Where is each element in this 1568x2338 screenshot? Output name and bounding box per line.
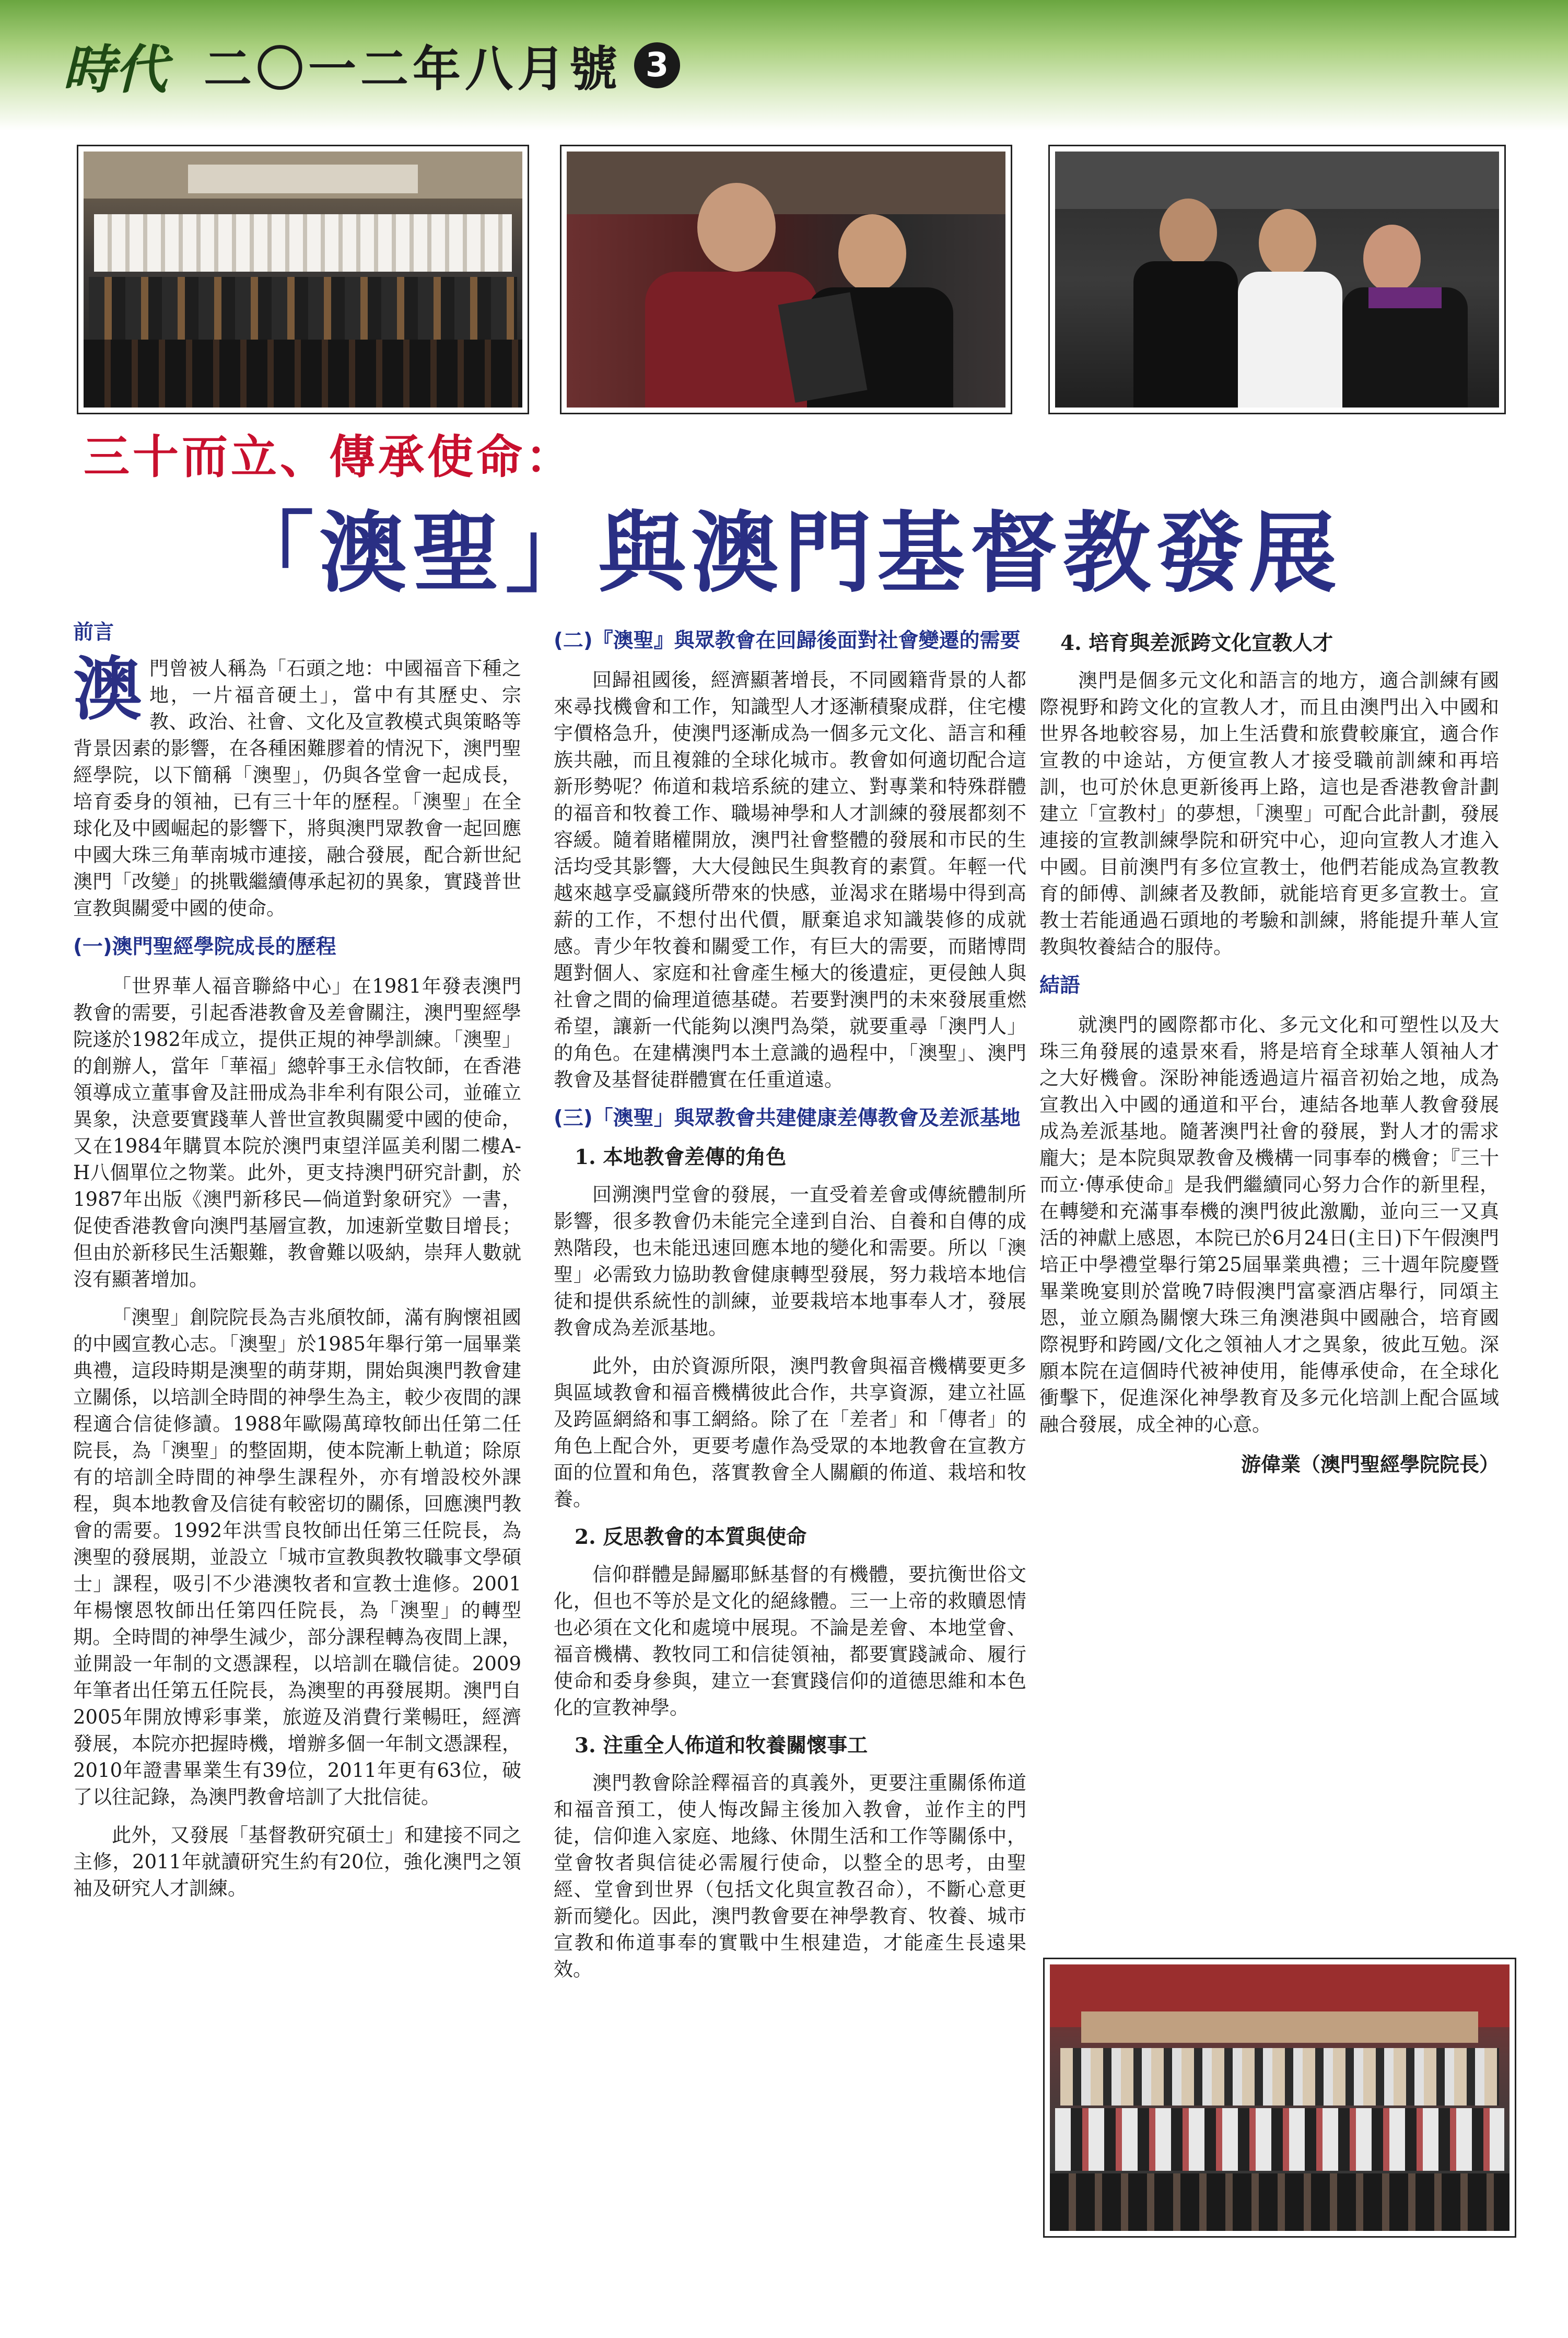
section-2-heading: (二)『澳聖』與眾教會在回歸後面對社會變遷的需要	[554, 629, 1021, 653]
conclusion-paragraph: 就澳門的國際都市化、多元文化和可塑性以及大珠三角發展的遠景來看，將是培育全球華人領袖人才之大好機會。深盼神能透過這片福音初始之地，成為宣教出入中國的通道和平台，連結各地華人教會發展成為差派基地。隨著澳門社會的發展，對人才的需求龐大；是本院與眾教會及機構一同事奉的機會；『三十而立·傳承使命』是我們繼續同心努力合作的新里程，在轉變和充滿事奉機的澳門彼此激勵，並向三一又真活的神獻上感恩，本院已於6月24日(主日)下午假澳門培正中學禮堂舉行第25屆畢業典禮；三十週年院慶暨畢業晚宴則於當晚7時假澳門富豪酒店舉行，同頌主恩，並立願為關懷大珠三角澳港與中國融合，培育國際視野和跨國/文化之領袖人才之異象，彼此互勉。深願本院在這個時代被神使用，能傳承使命，在全球化衝擊下，促進深化神學教育及多元化培訓上配合區域融合發展，成全神的心意。	[1039, 1014, 1499, 1436]
section-3-sub-2-paragraph-1: 信仰群體是歸屬耶穌基督的有機體，要抗衡世俗文化，但也不等於是文化的絕緣體。三一上帝的救贖恩情也必須在文化和處境中展現。不論是差會、本地堂會、福音機構、教牧同工和信徒領袖，都要實踐誡命、履行使命和委身參與，建立一套實踐信仰的道德思維和本色化的宣教神學。	[554, 1563, 1026, 1719]
intro-paragraph	[73, 649, 521, 922]
issue-date: 二〇一二年八月號	[204, 41, 622, 97]
intro-heading: 前言	[73, 621, 114, 644]
graduates-procession-photo	[1050, 146, 1504, 413]
section-3-sub-1: 1. 本地教會差傳的角色	[575, 1145, 787, 1169]
section-3-sub-1-paragraph-2: 此外，由於資源所限，澳門教會與福音機構要更多與區域教會和福音機構彼此合作，共享資源，建立社區及跨區網絡和事工網絡。除了在「差者」和「傳者」的角色上配合外，更要考慮作為受眾的本地教會在宣教方面的位置和角色，落實教會全人關顧的佈道、栽培和牧養。	[554, 1355, 1026, 1510]
section-1-heading: (一)澳門聖經學院成長的歷程	[73, 935, 336, 959]
article-title: 「澳聖」與澳門基督教發展	[226, 502, 1342, 604]
page-number: 3	[634, 42, 680, 88]
section-3-heading: (三)「澳聖」與眾教會共建健康差傳教會及差派基地	[554, 1107, 1021, 1130]
article-subtitle: 三十而立、傳承使命：	[84, 430, 575, 484]
section-1-paragraph-1: 「世界華人福音聯絡中心」在1981年發表澳門教會的需要，引起香港教會及差會關注，澳門聖經學院遂於1982年成立，提供正規的神學訓練。「澳聖」的創辦人，當年「華福」總幹事王永信牧師，在香港領導成立董事會及註冊成為非牟利有限公司，並確立異象，決意要實踐華人普世宣教與關愛中國的使命，又在1984年購買本院於澳門東望洋區美利閣二樓A-H八個單位之物業。此外，更支持澳門研究計劃，於1987年出版《澳門新移民—倘道對象研究》一書，促使香港教會向澳門基層宣教，加速新堂數目增長；但由於新移民生活艱難，教會難以吸納，崇拜人數就沒有顯著增加。	[73, 975, 521, 1290]
diploma-presentation-photo	[561, 146, 1011, 413]
author-signature: 游偉業（澳門聖經學院院長）	[1241, 1453, 1499, 1476]
section-3-sub-2: 2. 反思教會的本質與使命	[575, 1525, 807, 1549]
intro-text: 門曾被人稱為「石頭之地：中國福音下種之地，一片福音硬土」，當中有其歷史、宗教、政治、社會、文化及宣教模式與策略等背景因素的影響，在各種困難膠着的情況下，澳門聖經學院，以下簡稱「澳聖」，仍與各堂會一起成長，培育委身的領袖，已有三十年的歷程。「澳聖」在全球化及中國崛起的影響下，將與澳門眾教會一起回應中國大珠三角華南城市連接，融合發展，配合新世紀澳門「改變」的挑戰繼續傳承起初的異象，實踐普世宣教與關愛中國的使命。	[73, 657, 521, 920]
drop-cap: 澳	[73, 649, 142, 730]
section-2-paragraph-1: 回歸祖國後，經濟顯著增長，不同國籍背景的人都來尋找機會和工作，知識型人才逐漸積聚成群，住宅樓宇價格急升，使澳門逐漸成為一個多元文化、語言和種族共融，而且複雜的全球化城市。教會如何適切配合這新形勢呢？佈道和栽培系統的建立、對專業和特殊群體的福音和牧養工作、職場神學和人才訓練的發展都刻不容緩。隨着賭權開放，澳門社會整體的發展和市民的生活均受其影響，大大侵蝕民生與教育的素質。年輕一代越來越享受贏錢所帶來的快感，並渴求在賭場中得到高薪的工作，不想付出代價，厭棄追求知識裝修的成就感。青少年牧養和關愛工作，有巨大的需要，而賭博問題對個人、家庭和社會產生極大的後遺症，更侵蝕人與社會之間的倫理道德基礎。若要對澳門的未來發展重燃希望，讓新一代能夠以澳門為榮，就要重尋「澳門人」的角色。在建構澳門本土意識的過程中，「澳聖」、澳門教會及基督徒群體實在任重道遠。	[554, 669, 1026, 1091]
magazine-brand: 時代	[63, 39, 167, 100]
conclusion-heading: 結語	[1039, 974, 1081, 997]
dinner-group-photo	[1045, 1959, 1515, 2236]
section-3-sub-3: 3. 注重全人佈道和牧養關懷事工	[575, 1734, 868, 1758]
section-3-sub-1-paragraph-1: 回溯澳門堂會的發展，一直受着差會或傳統體制所影響，很多教會仍未能完全達到自治、自養和自傳的成熟階段，也未能迅速回應本地的變化和需要。所以「澳聖」必需致力協助教會健康轉型發展，努力栽培本地信徒和提供系統性的訓練，並要栽培本地事奉人才，發展教會成為差派基地。	[554, 1183, 1026, 1339]
graduation-group-photo	[78, 146, 528, 413]
section-3-sub-4-paragraph-1: 澳門是個多元文化和語言的地方，適合訓練有國際視野和跨文化的宣教人才，而且由澳門出入中國和世界各地較容易，加上生活費和旅費較廉宜，適合作宣教的中途站，方便宣教人才接受職前訓練和再培訓，也可於休息更新後再上路，這也是香港教會計劃建立「宣教村」的夢想，「澳聖」可配合此計劃，發展連接的宣教訓練學院和研究中心，迎向宣教人才進入中國。目前澳門有多位宣教士，他們若能成為宣教教育的師傅、訓練者及教師，就能培育更多宣教士。宣教士若能通過石頭地的考驗和訓練，將能提升華人宣教與牧養結合的服侍。	[1039, 669, 1499, 958]
section-3-sub-3-paragraph-1: 澳門教會除詮釋福音的真義外，更要注重關係佈道和福音預工，使人悔改歸主後加入教會，並作主的門徒，信仰進入家庭、地緣、休閒生活和工作等關係中，堂會牧者與信徒必需履行使命，以整全的思考，由聖經、堂會到世界（包括文化與宣教召命），不斷心意更新而變化。因此，澳門教會要在神學教育、牧養、城市宣教和佈道事奉的實戰中生根建造，才能產生長遠果效。	[554, 1772, 1026, 1981]
section-3-sub-4: 4. 培育與差派跨文化宣教人才	[1060, 631, 1333, 655]
article-column-1	[73, 619, 521, 1913]
article-column-3	[1039, 622, 1499, 1478]
masthead	[63, 31, 680, 99]
section-1-paragraph-3: 此外，又發展「基督教研究碩士」和建接不同之主修，2011年就讀研究生約有20位，強化澳門之領袖及研究人才訓練。	[73, 1824, 521, 1900]
section-1-paragraph-2: 「澳聖」創院院長為吉兆頎牧師，滿有胸懷祖國的中國宣教心志。「澳聖」於1985年舉行第一屆畢業典禮，這段時期是澳聖的萌芽期，開始與澳門教會建立關係，以培訓全時間的神學生為主，較少夜間的課程適合信徒修讀。1988年歐陽萬璋牧師出任第二任院長，為「澳聖」的整固期，使本院漸上軌道；除原有的培訓全時間的神學生課程外，亦有增設校外課程，與本地教會及信徒有較密切的關係，回應澳門教會的需要。1992年洪雪良牧師出任第三任院長，為澳聖的發展期，並設立「城市宣教與教牧職事文學碩士」課程，吸引不少港澳牧者和宣教士進修。2001年楊懷恩牧師出任第四任院長，為「澳聖」的轉型期。全時間的神學生減少，部分課程轉為夜間上課，並開設一年制的文憑課程，以培訓在職信徒。2009年筆者出任第五任院長，為澳聖的再發展期。澳門自2005年開放博彩事業，旅遊及消費行業暢旺，經濟發展，本院亦把握時機，增辦多個一年制文憑課程，2010年證書畢業生有39位，2011年更有63位，破了以往記錄，為澳門教會培訓了大批信徒。	[73, 1306, 521, 1808]
article-column-2	[554, 627, 1026, 1994]
